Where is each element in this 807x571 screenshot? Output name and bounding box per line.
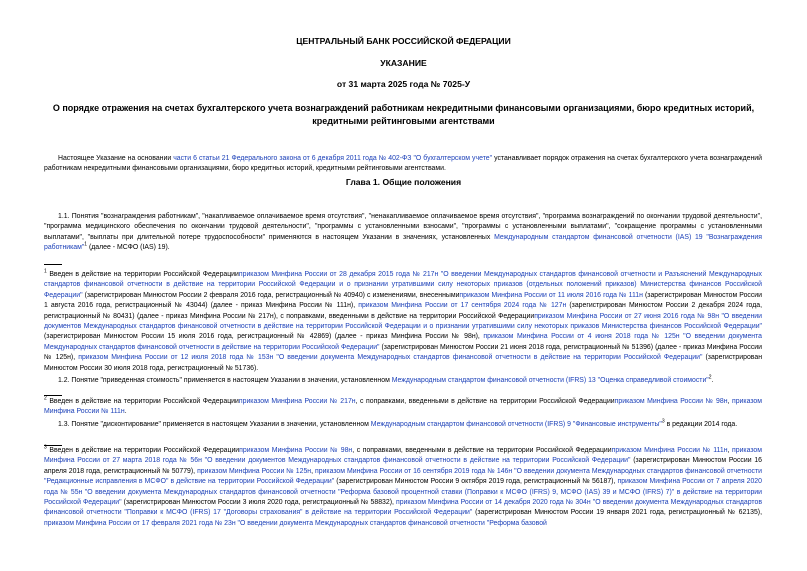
footnote-text: , с поправками, введенными в действие на территории Российской Федерации (355, 398, 615, 405)
order-link[interactable]: приказом Минфина России от 11 июля 2016 года № 111н (459, 291, 643, 299)
paragraph-text: . (711, 377, 714, 384)
order-link[interactable]: приказом Минфина России № 217н (238, 398, 356, 405)
paragraph-1-3 (44, 420, 762, 430)
order-link[interactable]: приказом Минфина России от 17 февраля 2021 года № 23н "О введении документа Международных стандартов финансовой отчетности "Реформа базовой (44, 519, 547, 527)
order-link[interactable]: приказом Минфина России № 125н (197, 467, 312, 475)
footnote-ref[interactable]: 3 (661, 418, 665, 425)
footnote-divider (44, 264, 62, 265)
ifrs13-link[interactable]: Международным стандартом финансовой отчетности (IFRS) 13 "Оценка справедливой стоимости" (391, 377, 709, 384)
issuer-heading: ЦЕНТРАЛЬНЫЙ БАНК РОССИЙСКОЙ ФЕДЕРАЦИИ (296, 36, 511, 46)
footnote-text: (зарегистрирован Минюстом России 2 декабря 2024 года, регистрационный № 80431) (далее - приказ Минфина России № 217н), с поправками, введенными в действие на территории Российской Федерации (44, 302, 763, 320)
preamble-text: Настоящее Указание на основании (58, 155, 174, 162)
paragraph-text: 1.2. Понятие "приведенная стоимость" применяется в настоящем Указании в значении, установленном (58, 377, 392, 384)
ifrs9-link[interactable]: Международным стандартом финансовой отчетности (IFRS) 9 "Финансовые инструменты" (370, 421, 662, 428)
order-link[interactable]: приказом Минфина России № 111н (44, 398, 762, 416)
order-link[interactable]: приказом Минфина России от 16 сентября 2019 года № 146н "О введении документа Международных стандартов финансовой отчетности "Редакционные исправления в МСФО" в действие на территории Российской Федерации" (44, 467, 762, 486)
order-link[interactable]: приказом Минфина России от 27 июня 2016 года № 98н "О введении документов Международных стандартов финансовой отчетности в действие на территории Российской Федерации и о признании утратившими силу некоторых приказов Министерства финансов Российской Федерации" (44, 312, 762, 331)
paragraph-1-1 (44, 212, 762, 254)
chapter-heading: Глава 1. Общие положения (345, 177, 462, 187)
footnote-ref[interactable]: 1 (84, 241, 88, 248)
footnote-text: (зарегистрирован Минюстом России 21 июня 2018 года, регистрационный № 51396) (далее - приказ Минфина России № 125н), (44, 343, 762, 362)
order-link[interactable]: приказом Минфина России № 98н (614, 398, 728, 405)
footnote-text: Введен в действие на территории Российской Федерации (46, 447, 240, 454)
footnote-text: , (727, 398, 732, 405)
footnote-text: , (311, 467, 316, 475)
order-link[interactable]: приказом Минфина России № 111н (611, 447, 728, 454)
footnote-2 (44, 397, 762, 418)
ias19-link[interactable]: Международным стандартом финансовой отчетности (IAS) 19 "Вознаграждения работникам" (44, 233, 762, 252)
footnote-text: (зарегистрирован Минюстом России 19 января 2021 года, регистрационный № 62135), (472, 509, 762, 517)
footnote-text: , с поправками, введенными в действие на территории Российской Федерации (352, 447, 612, 454)
footnote-3 (44, 446, 762, 529)
paragraph-1-2 (44, 376, 762, 386)
footnote-text: (зарегистрирован Минюстом России 2 февраля 2016 года, регистрационный № 40940) с изменениями, внесенными (82, 291, 460, 299)
footnote-text: (зарегистрирован Минюстом России 9 октября 2019 года, регистрационный № 56187), (334, 478, 618, 486)
footnote-text: (зарегистрирован Минюстом России 1 августа 2016 года, регистрационный № 43044) (далее - приказ Минфина России № 111н), (44, 291, 762, 310)
paragraph-text: 1.3. Понятие "дисконтирование" применяется в настоящем Указании в значении, установленном (58, 421, 371, 428)
order-link[interactable]: приказом Минфина России от 7 апреля 2020 года № 55н "О введении документа Международных стандартов финансовой отчетности "Реформа базовой процентной ставки (Поправки к МСФО (IFRS) 9, МСФО (IAS) 39 и МСФО (IFRS) 7)" в действие на территории Российской Федерации" (44, 478, 762, 507)
document-date-number: от 31 марта 2025 года № 7025-У (336, 79, 471, 89)
footnote-text: Введен в действие на территории Российской Федерации (46, 271, 239, 278)
document-type: УКАЗАНИЕ (380, 58, 427, 68)
footnote-mark: 3 (44, 444, 47, 451)
order-link[interactable]: приказом Минфина России № 98н (239, 447, 353, 454)
footnote-text: (зарегистрирован Минюстом России 3 июля 2020 года, регистрационный № 58832), (121, 499, 396, 507)
footnote-text: (зарегистрирован Минюстом России 15 июля 2016 года, регистрационный № 42869) (далее - приказ Минфина России № 98н), (44, 333, 484, 341)
paragraph-text: в редакции 2014 года. (664, 421, 738, 428)
paragraph-text: 1.1. Понятия "вознаграждения работникам", "накапливаемое оплачиваемое время отсутствия", "ненакапливаемое оплачиваемое время отсутствия", "программа вознаграждений по окончании трудовой деятельности", "программа медицинского обеспечения по окончании трудовой деятельности", "программы с установленными взносами", "программы с установленными выплатами", "сокращение программы с установленными выплатами", "выплаты при длительной потере трудоспособности" применяются в настоящем Указании в значениях, установленных (44, 213, 762, 241)
footnote-text: (зарегистрирован Минюстом России 16 апреля 2018 года, регистрационный № 50779), (44, 457, 762, 475)
footnote-text: (зарегистрирован Минюстом России 30 июля 2018 года, регистрационный № 51736). (44, 354, 762, 372)
paragraph-text: (далее - МСФО (IAS) 19). (87, 244, 170, 252)
document-title: О порядке отражения на счетах бухгалтерского учета вознаграждений работникам некредитными финансовыми организациями, бюро кредитных историй, кредитными рейтинговыми агентствами (52, 103, 755, 126)
footnote-mark: 2 (44, 395, 47, 402)
footnote-1 (44, 270, 762, 374)
footnote-text: , (727, 447, 732, 454)
preamble-paragraph (44, 154, 762, 175)
order-link[interactable]: приказом Минфина России от 14 декабря 2020 года № 304н "О введении документа Международных стандартов финансовой отчетности "Поправки к МСФО (IFRS) 17 "Договоры страхования" в действие на территории Российской Федерации" (44, 499, 762, 517)
order-link[interactable]: приказом Минфина России от 4 июня 2018 года № 125н "О введении документа Международных стандартов финансовой отчетности в действие на территории Российской Федерации" (44, 333, 762, 351)
footnote-text: Введен в действие на территории Российской Федерации (46, 398, 239, 405)
law-link[interactable]: части 6 статьи 21 Федерального закона от 6 декабря 2011 года № 402-ФЗ "О бухгалтерском учете" (173, 155, 493, 162)
order-link[interactable]: приказом Минфина России от 12 июля 2018 года № 153н "О введении документа Международных стандартов финансовой отчетности в действие на территории Российской Федерации" (78, 354, 703, 362)
footnote-mark: 1 (44, 268, 47, 275)
preamble-text: устанавливает порядок отражения на счетах бухгалтерского учета вознаграждений работникам некредитными финансовыми организациями, бюро кредитных историй, кредитными рейтинговыми агентствами. (44, 155, 762, 173)
order-link[interactable]: приказом Минфина России от 28 декабря 2015 года № 217н "О введении Международных стандартов финансовой отчетности и Разъяснений Международных стандартов финансовой отчетности в действие на территории Российской Федерации и о признании утратившими силу некоторых приказов (отдельных положений приказов) Министерства финансов Российской Федерации" (44, 271, 762, 299)
footnote-text: . (124, 408, 127, 416)
footnote-ref[interactable]: 2 (708, 374, 712, 381)
order-link[interactable]: приказом Минфина России от 17 сентября 2024 года № 127н (358, 302, 567, 310)
order-link[interactable]: приказом Минфина России от 27 марта 2018 года № 56н "О введении документов Международных стандартов финансовой отчетности в действие на территории Российской Федерации" (44, 447, 762, 465)
